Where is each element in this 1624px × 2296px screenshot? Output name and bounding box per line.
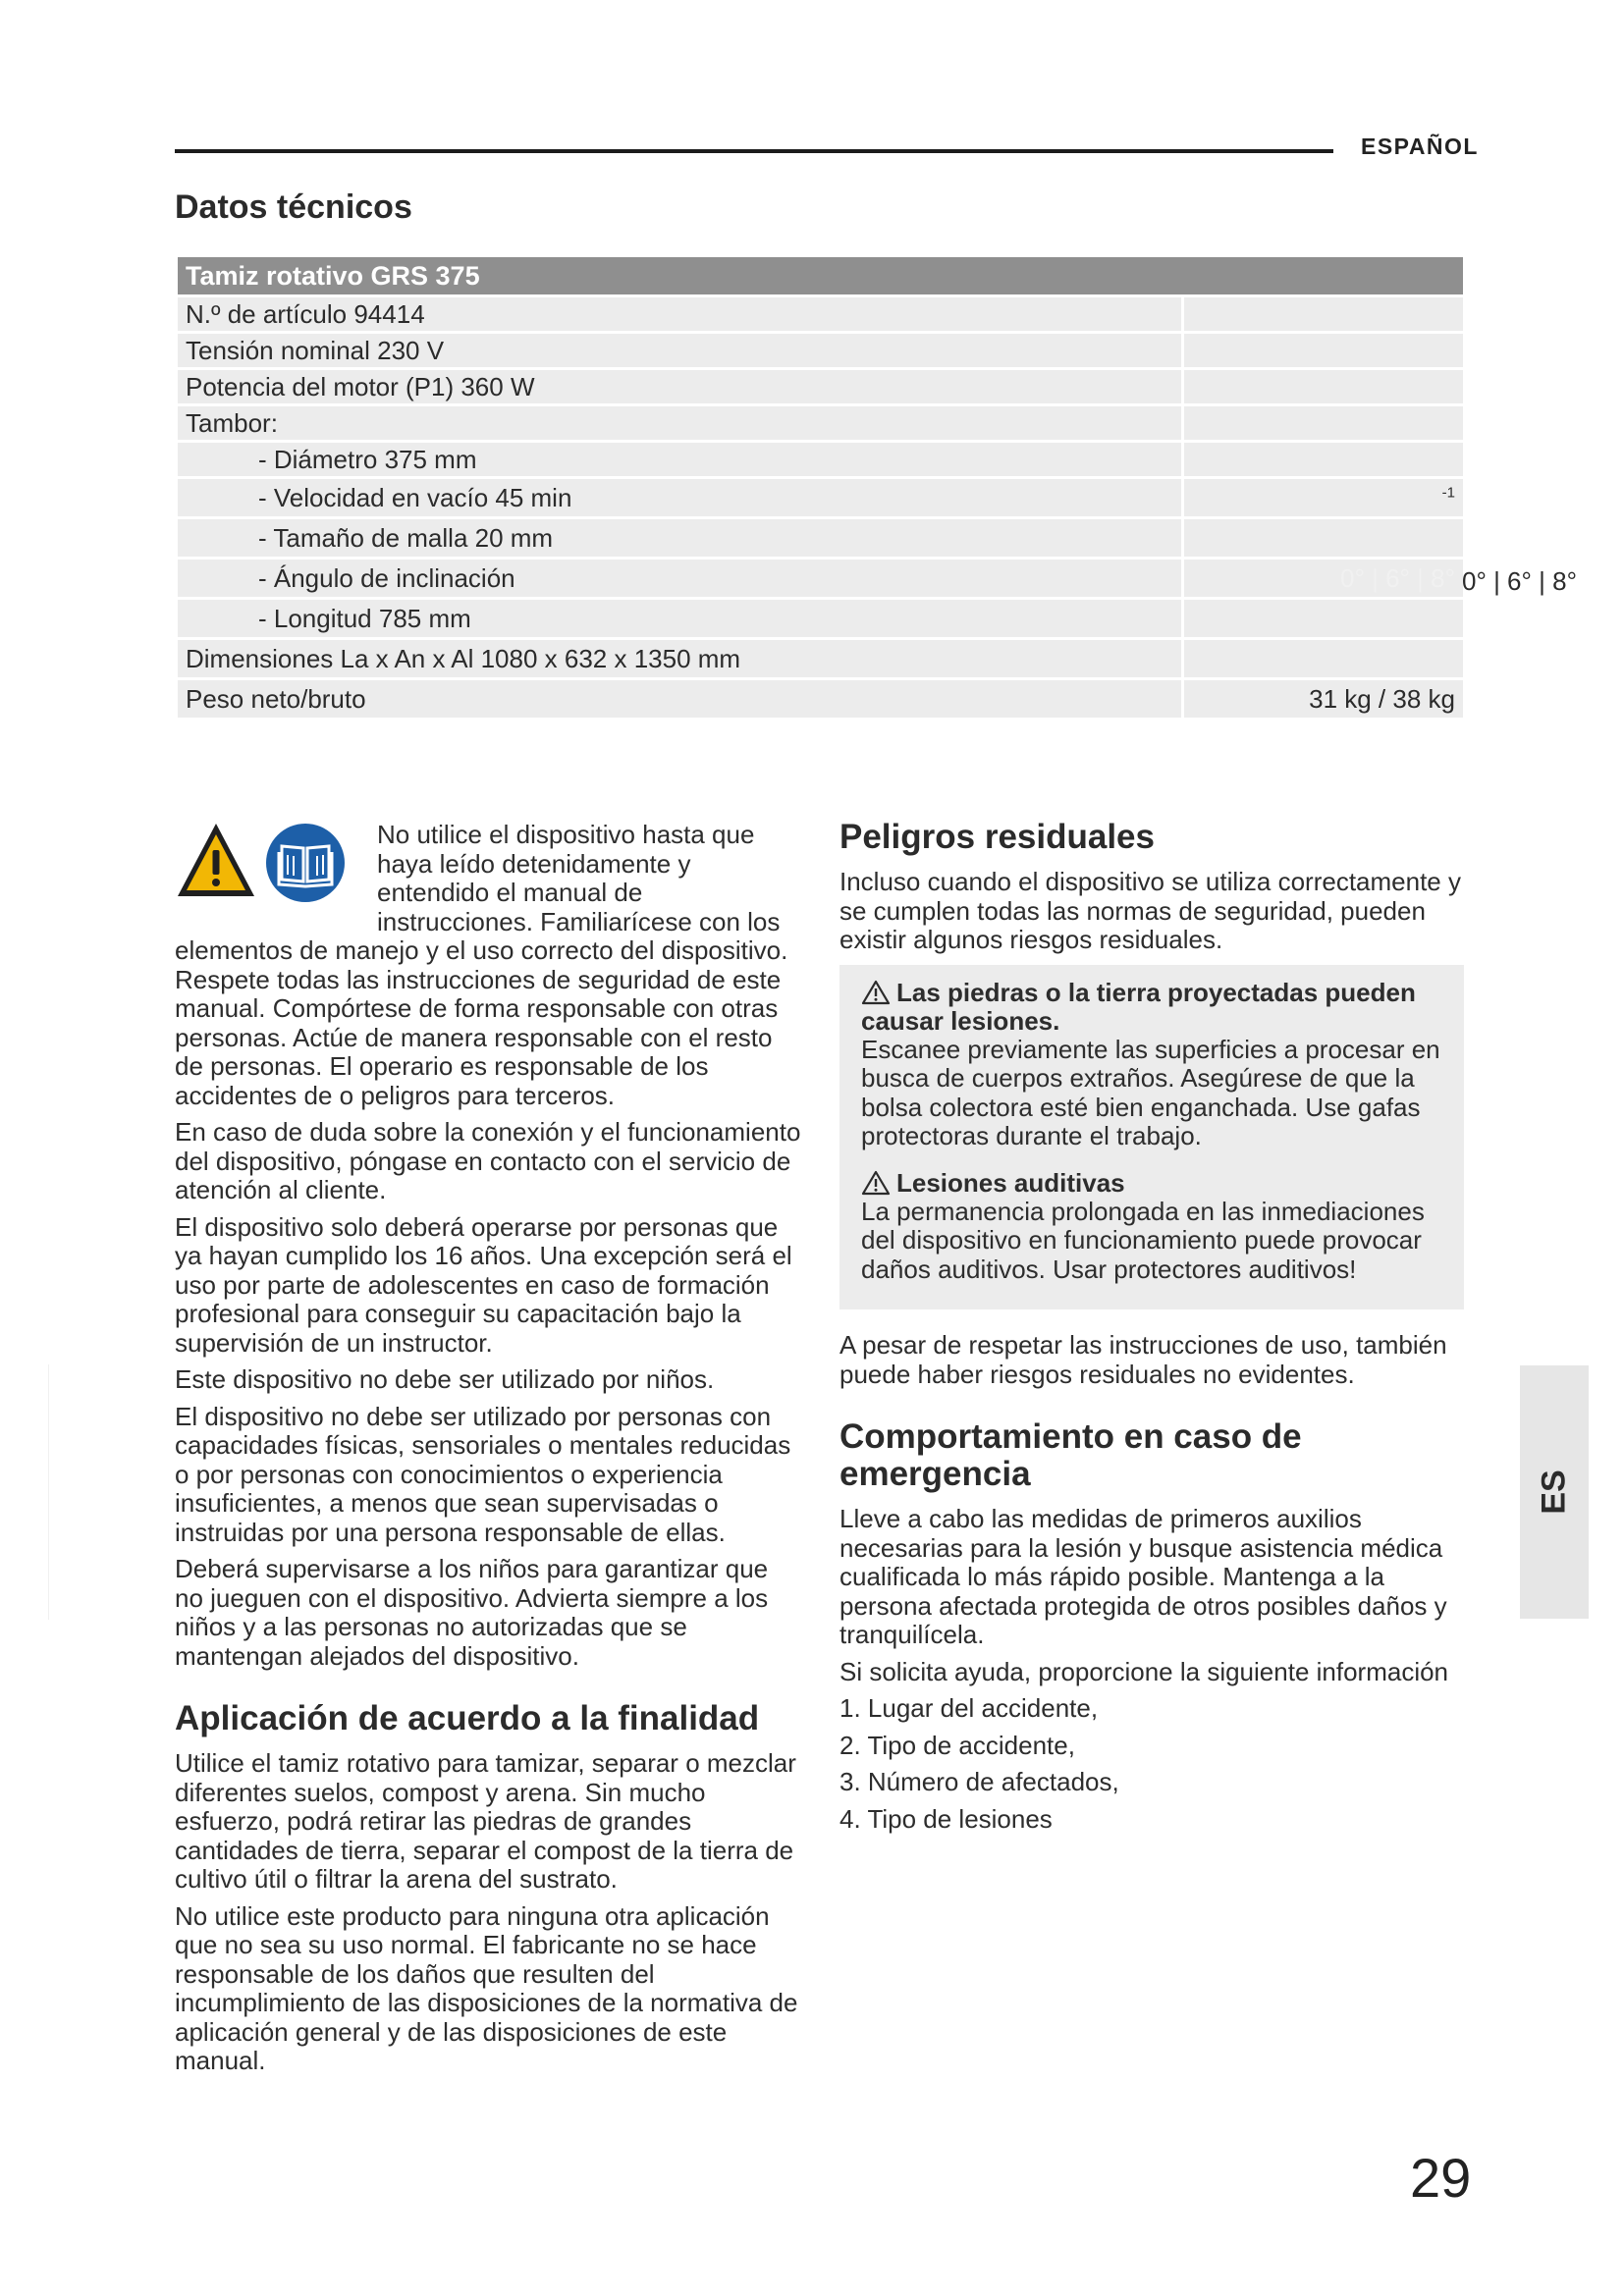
- row-value: [1183, 599, 1465, 639]
- read-manual-icon: [265, 823, 346, 903]
- table-header-row: [177, 256, 1465, 296]
- table-row: [177, 296, 1465, 333]
- intro-paragraph: Deberá supervisarse a los niños para garantizar que no jueguen con el dispositivo. Advierta siempre a los niños y a las personas no autorizadas que se mantengan alejados del dispositivo.: [175, 1554, 769, 1671]
- table-row: [177, 679, 1465, 720]
- table-row: [177, 442, 1465, 478]
- warning-title: Lesiones auditivas: [896, 1167, 1125, 1198]
- row-value: [1183, 333, 1465, 369]
- row-label: - Velocidad en vacío 45 min: [177, 478, 1183, 518]
- intro-paragraph: En caso de duda sobre la conexión y el funcionamiento del dispositivo, póngase en contacto con el servicio de atención al cliente.: [175, 1117, 801, 1204]
- emergency-title: Comportamiento en caso de emergencia: [839, 1417, 1302, 1493]
- row-value: [1183, 369, 1465, 405]
- row-value: 31 kg / 38 kg: [1183, 679, 1465, 720]
- warning-heading: [861, 1169, 1442, 1198]
- row-value: [1183, 442, 1465, 478]
- list-item: 3. Número de afectados,: [839, 1767, 1119, 1796]
- header-rule: [175, 149, 1333, 153]
- page-number: 29: [1410, 2147, 1472, 2209]
- list-item: 1. Lugar del accidente,: [839, 1693, 1099, 1723]
- residual-risks-title: Peligros residuales: [839, 818, 1155, 856]
- warning-text: La permanencia prolongada en las inmediaciones del dispositivo en funcionamiento puede provocar daños auditivos. Usar protectores auditivos!: [861, 1196, 1425, 1284]
- row-value-faded: 0° | 6° | 8°: [1183, 559, 1465, 599]
- row-label: Potencia del motor (P1) 360 W: [177, 369, 1183, 405]
- row-label: - Tamaño de malla 20 mm: [177, 518, 1183, 559]
- residual-intro: Incluso cuando el dispositivo se utiliza correctamente y se cumplen todas las normas de seguridad, pueden existir algunos riesgos residuales.: [839, 867, 1461, 954]
- tech-data-title: Datos técnicos: [175, 188, 412, 226]
- table-row: [177, 369, 1465, 405]
- warning-triangle-icon: [175, 821, 257, 899]
- row-value: [1183, 405, 1465, 442]
- intro-paragraph: Este dispositivo no debe ser utilizado por niños.: [175, 1364, 715, 1394]
- margin-line: [48, 1364, 49, 1620]
- row-label: N.º de artículo 94414: [177, 296, 1183, 333]
- table-row: [177, 478, 1465, 518]
- intended-use-title: Aplicación de acuerdo a la finalidad: [175, 1699, 760, 1737]
- row-label: - Diámetro 375 mm: [177, 442, 1183, 478]
- intro-paragraph: El dispositivo solo deberá operarse por personas que ya hayan cumplido los 16 años. Una excepción será el uso por parte de adolescentes en caso de formación profesional para conseguir su capacitación bajo la supervisión de un instructor.: [175, 1211, 792, 1358]
- row-label: - Longitud 785 mm: [177, 599, 1183, 639]
- row-value: [1183, 639, 1465, 679]
- emergency-paragraph: Si solicita ayuda, proporcione la siguiente información: [839, 1656, 1449, 1686]
- row-label: Dimensiones La x An x Al 1080 x 632 x 1350 mm: [177, 639, 1183, 679]
- list-item: 4. Tipo de lesiones: [839, 1803, 1053, 1834]
- residual-outro: A pesar de respetar las instrucciones de uso, también puede haber riesgos residuales no evidentes.: [839, 1330, 1447, 1389]
- warning-heading: [861, 979, 1442, 1036]
- intro-paragraph: El dispositivo no debe ser utilizado por personas con capacidades físicas, sensoriales o mentales reducidas o por personas con conocimientos o experiencia insuficientes, a menos que sean supervisadas o instruidas por una persona responsable de ellas.: [175, 1401, 791, 1547]
- right-column: [839, 819, 1464, 1842]
- residual-warning-box: [839, 965, 1464, 1310]
- row-value: [1183, 518, 1465, 559]
- table-row: [177, 599, 1465, 639]
- left-column: [175, 821, 803, 2084]
- warning-icon: [861, 980, 891, 1005]
- list-item: 2. Tipo de accidente,: [839, 1730, 1075, 1760]
- safety-intro: [175, 821, 803, 1118]
- emergency-paragraph: Lleve a cabo las medidas de primeros auxilios necesarias para la lesión y busque asistencia médica cualificada lo más rápido posible. Mantenga a la persona afectada protegida de otros posibles daños y tranquilícela.: [839, 1504, 1447, 1649]
- safety-icons: [175, 821, 371, 919]
- language-label: ESPAÑOL: [1361, 133, 1479, 159]
- intended-use-paragraph: Utilice el tamiz rotativo para tamizar, separar o mezclar diferentes suelos, compost y arena. Sin mucho esfuerzo, podrá retirar las piedras de grandes cantidades de tierra, separar el compost de la tierra de cultivo útil o filtrar la arena del sustrato.: [175, 1748, 796, 1894]
- tech-data-table: [175, 254, 1466, 721]
- intro-paragraph: No utilice el dispositivo hasta que haya leído detenidamente y entendido el manual de instrucciones. Familiarícese con los elementos de manejo y el uso correcto del dispositivo. Respete todas las instrucciones de seguridad de este manual. Compórtese de forma responsable con otras personas. Actúe de manera responsable con el resto de personas. El operario es responsable de los accidentes de o peligros para terceros.: [175, 821, 788, 1110]
- row-value: [1183, 478, 1465, 518]
- angle-values-overflow: 0° | 6° | 8°: [1462, 566, 1577, 596]
- table-row: [177, 559, 1465, 599]
- intended-use-paragraph: No utilice este producto para ninguna otra aplicación que no sea su uso normal. El fabricante no se hace responsable de los daños que resulten del incumplimiento de las disposiciones de la normativa de aplicación general y de las disposiciones de este manual.: [175, 1900, 798, 2075]
- warning-title: Las piedras o la tierra proyectadas pueden causar lesiones.: [861, 977, 1416, 1036]
- table-title: Tamiz rotativo GRS 375: [177, 256, 1465, 296]
- speed-unit-exponent: -1: [1441, 484, 1455, 502]
- warning-text: Escanee previamente las superficies a procesar en busca de cuerpos extraños. Asegúrese de que la bolsa colectora esté bien enganchada. Use gafas protectoras durante el trabajo.: [861, 1034, 1440, 1150]
- side-tab-label: ES: [1535, 1469, 1573, 1515]
- table-row: [177, 518, 1465, 559]
- row-label: - Ángulo de inclinación: [177, 559, 1183, 599]
- row-label: Tensión nominal 230 V: [177, 333, 1183, 369]
- row-label: Peso neto/bruto: [177, 679, 1183, 720]
- warning-icon: [861, 1170, 891, 1196]
- row-value: [1183, 296, 1465, 333]
- language-side-tab: [1520, 1365, 1589, 1619]
- table-row: [177, 405, 1465, 442]
- row-label: Tambor:: [177, 405, 1183, 442]
- table-row: [177, 639, 1465, 679]
- table-row: [177, 333, 1465, 369]
